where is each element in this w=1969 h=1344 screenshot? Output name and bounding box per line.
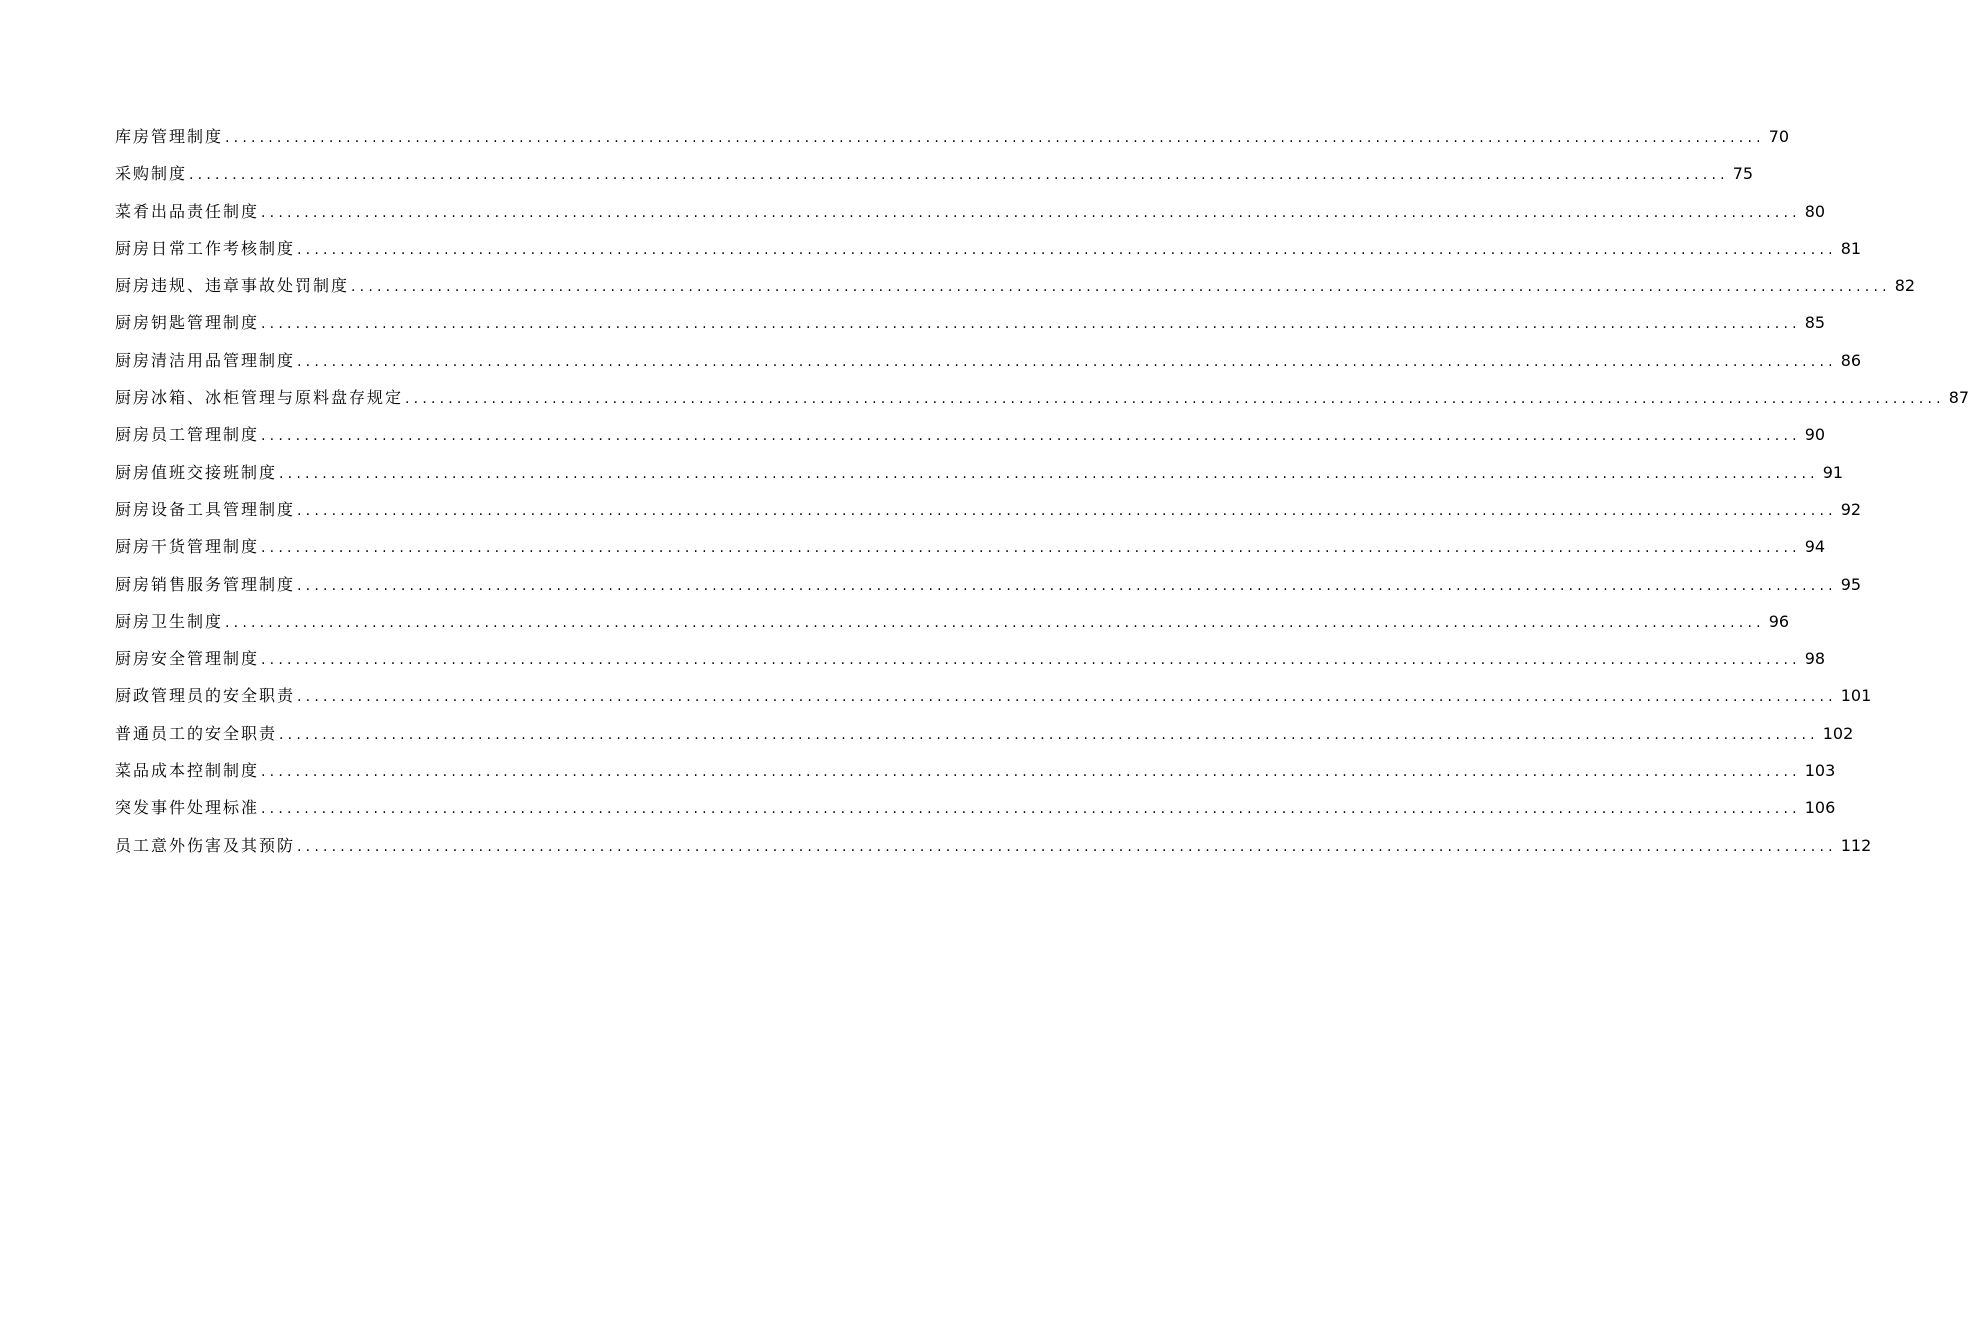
toc-entry <box>115 304 1826 341</box>
toc-dot-leader: .................................................................................................................................................................................. <box>297 353 1837 370</box>
toc-dot-leader: .................................................................................................................................................................................. <box>261 764 1801 781</box>
toc-dot-leader: .................................................................................................................................................................................. <box>279 726 1819 743</box>
toc-page-number: 75 <box>1732 164 1754 184</box>
toc-page-number: 91 <box>1822 462 1844 482</box>
toc-page-number: 86 <box>1840 350 1862 370</box>
toc-page-number: 70 <box>1768 127 1790 146</box>
toc-page-number: 98 <box>1804 649 1826 669</box>
toc-page-number: 90 <box>1804 425 1826 445</box>
toc-entry <box>115 118 1790 155</box>
toc-entry <box>115 379 1969 416</box>
toc-dot-leader: .................................................................................................................................................................................. <box>261 652 1801 669</box>
toc-dot-leader: .................................................................................................................................................................................. <box>225 614 1765 631</box>
toc-entry <box>115 454 1844 491</box>
toc-entry-title: 员工意外伤害及其预防 <box>115 835 296 855</box>
toc-dot-leader: .................................................................................................................................................................................. <box>297 577 1837 594</box>
toc-entry <box>115 677 1872 714</box>
toc-entry <box>115 752 1836 789</box>
toc-page-number: 81 <box>1840 238 1862 258</box>
toc-page-number: 82 <box>1894 276 1916 296</box>
toc-entry-title: 厨房销售服务管理制度 <box>115 574 296 594</box>
toc-dot-leader: .................................................................................................................................................................................. <box>261 540 1801 557</box>
toc-dot-leader: .................................................................................................................................................................................. <box>189 167 1729 184</box>
toc-entry-title: 厨房卫生制度 <box>115 611 224 631</box>
toc-page-number: 92 <box>1840 499 1862 519</box>
toc-entry <box>115 342 1862 379</box>
toc-entry-title: 突发事件处理标准 <box>115 798 260 818</box>
toc-page-number: 95 <box>1840 574 1862 594</box>
toc-entry-title: 厨房日常工作考核制度 <box>115 238 296 258</box>
toc-dot-leader: .................................................................................................................................................................................. <box>279 465 1819 482</box>
toc-entry-title: 厨政管理员的安全职责 <box>115 686 296 706</box>
toc-page-number: 112 <box>1840 835 1872 855</box>
toc-dot-leader: .................................................................................................................................................................................. <box>297 241 1837 258</box>
toc-entry-title: 厨房钥匙管理制度 <box>115 313 260 333</box>
toc-entry-title: 厨房值班交接班制度 <box>115 462 278 482</box>
toc-entry-title: 采购制度 <box>115 164 188 184</box>
toc-dot-leader: .................................................................................................................................................................................. <box>261 204 1801 221</box>
toc-entry <box>115 230 1862 267</box>
toc-entry <box>115 640 1826 677</box>
toc-entry <box>115 155 1754 192</box>
toc-page-number: 101 <box>1840 686 1872 706</box>
toc-entry <box>115 267 1916 304</box>
toc-page-number: 96 <box>1768 611 1790 631</box>
toc-entry-title: 厨房清洁用品管理制度 <box>115 350 296 370</box>
table-of-contents <box>115 118 1969 864</box>
toc-dot-leader: .................................................................................................................................................................................. <box>297 502 1837 519</box>
toc-page-number: 106 <box>1804 798 1836 818</box>
toc-entry-title: 厨房员工管理制度 <box>115 425 260 445</box>
toc-entry-title: 厨房干货管理制度 <box>115 537 260 557</box>
toc-entry-title: 厨房违规、违章事故处罚制度 <box>115 276 350 296</box>
toc-entry-title: 菜肴出品责任制度 <box>115 201 260 221</box>
toc-entry <box>115 603 1790 640</box>
toc-page-number: 87 <box>1948 388 1969 408</box>
toc-dot-leader: .................................................................................................................................................................................. <box>297 689 1837 706</box>
toc-page-number: 103 <box>1804 761 1836 781</box>
toc-entry <box>115 416 1826 453</box>
toc-dot-leader: .................................................................................................................................................................................. <box>297 838 1837 855</box>
toc-entry <box>115 528 1826 565</box>
toc-page-number: 94 <box>1804 537 1826 557</box>
toc-entry <box>115 789 1836 826</box>
toc-page-number: 80 <box>1804 201 1826 221</box>
toc-entry <box>115 827 1872 864</box>
toc-dot-leader: .................................................................................................................................................................................. <box>261 316 1801 333</box>
toc-page-number: 102 <box>1822 723 1854 743</box>
toc-entry-title: 菜品成本控制制度 <box>115 761 260 781</box>
toc-entry <box>115 193 1826 230</box>
toc-entry-title: 厨房安全管理制度 <box>115 649 260 669</box>
toc-dot-leader: .................................................................................................................................................................................. <box>405 391 1945 408</box>
toc-dot-leader: .................................................................................................................................................................................. <box>261 801 1801 818</box>
toc-entry <box>115 566 1862 603</box>
toc-entry-title: 厨房冰箱、冰柜管理与原料盘存规定 <box>115 388 404 408</box>
toc-entry-title: 普通员工的安全职责 <box>115 723 278 743</box>
toc-entry <box>115 491 1862 528</box>
toc-entry <box>115 715 1854 752</box>
toc-page-number: 85 <box>1804 313 1826 333</box>
toc-entry-title: 厨房设备工具管理制度 <box>115 499 296 519</box>
toc-entry-title: 库房管理制度 <box>115 127 224 146</box>
toc-dot-leader: .................................................................................................................................................................................. <box>225 130 1765 146</box>
toc-dot-leader: .................................................................................................................................................................................. <box>351 279 1891 296</box>
toc-dot-leader: .................................................................................................................................................................................. <box>261 428 1801 445</box>
